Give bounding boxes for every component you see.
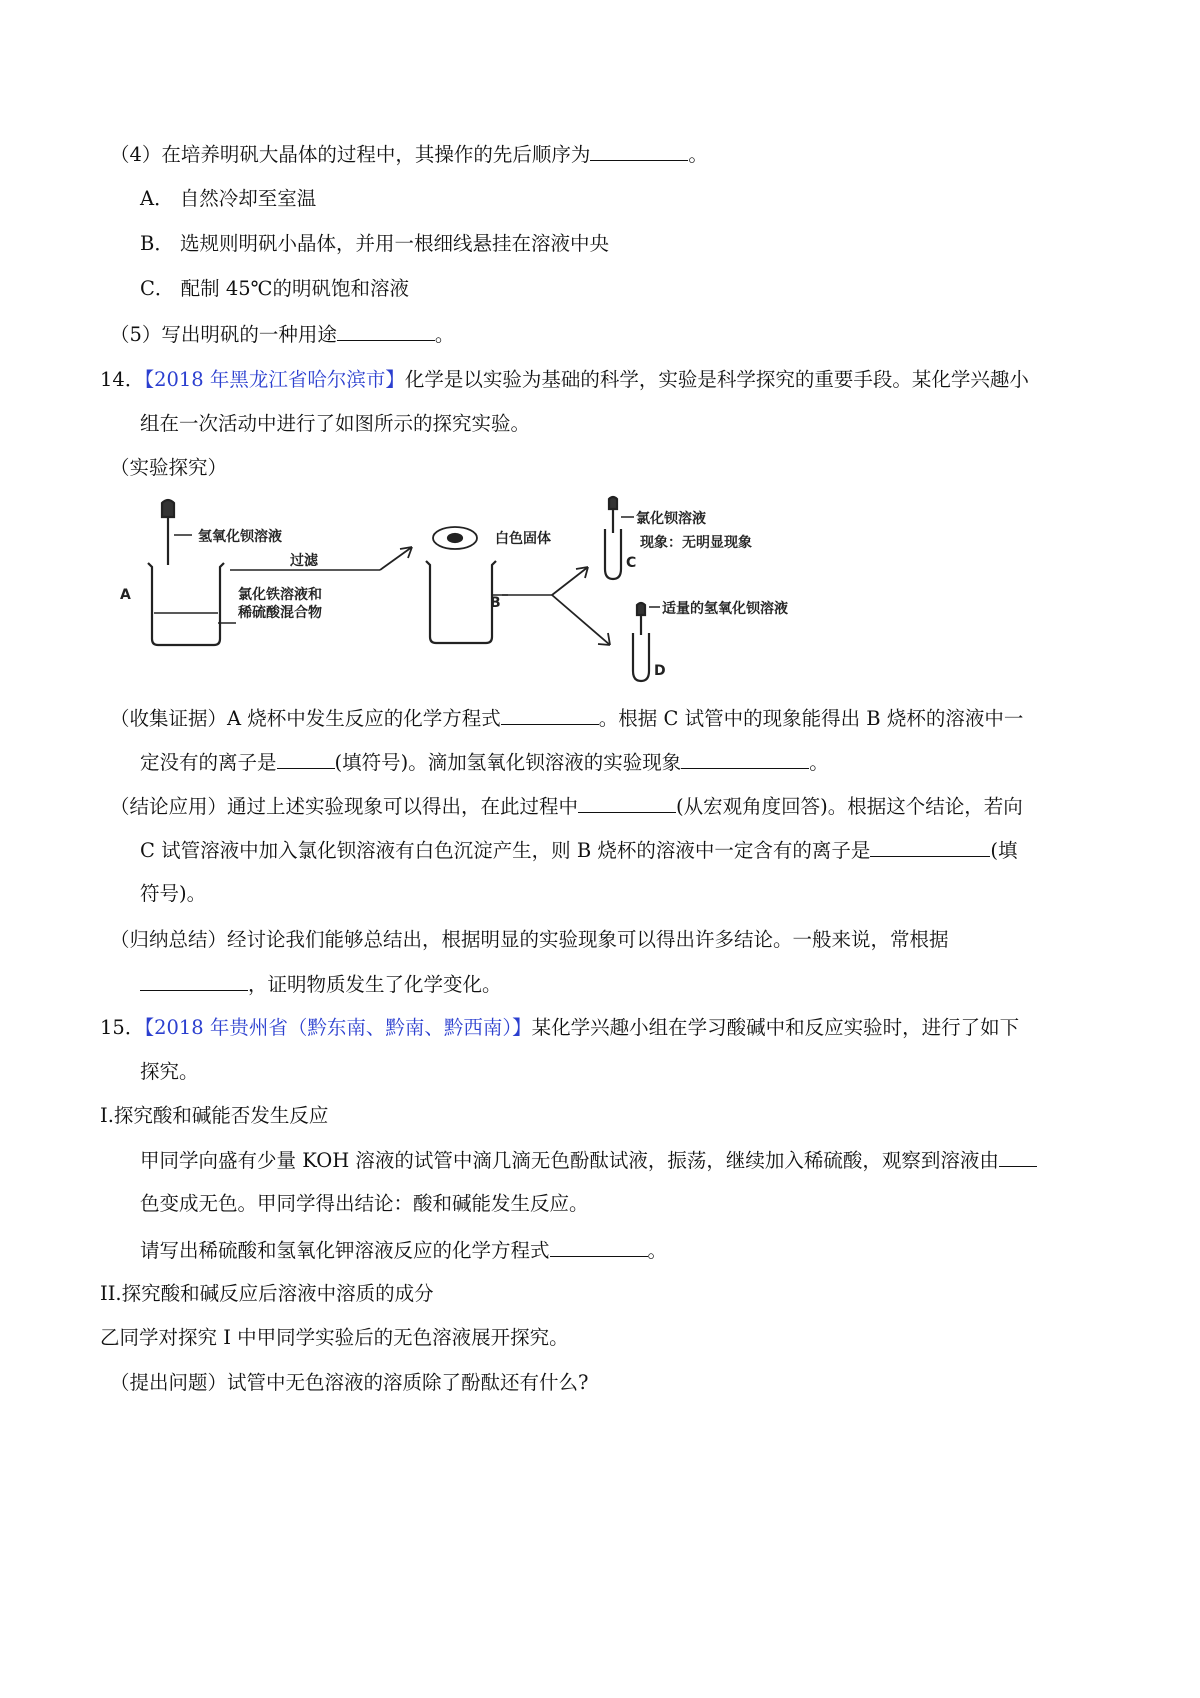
q13-option-a: A． 自然冷却至室温 <box>140 187 317 210</box>
q14-section-label: （实验探究） <box>110 456 228 479</box>
q13-part5-end: 。 <box>434 323 455 346</box>
label-a: A <box>120 587 131 603</box>
evidence-line1 <box>110 706 1023 731</box>
test-tube-c <box>605 529 621 579</box>
q13-part4 <box>110 142 708 167</box>
phenomenon-c: 现象：无明显现象 <box>640 535 752 551</box>
q13-part4-text: （4）在培养明矾大晶体的过程中，其操作的先后顺序为 <box>110 143 591 166</box>
part2-title: II.探究酸和碱反应后溶液中溶质的成分 <box>100 1282 434 1305</box>
filter-label: 过滤 <box>290 553 318 569</box>
conclusion-text-2: (从宏观角度回答)。根据这个结论，若向 <box>676 795 1023 818</box>
q13-option-b: B． 选规则明矾小晶体，并用一根细线悬挂在溶液中央 <box>140 232 610 255</box>
arrow-to-d <box>552 595 610 645</box>
beaker-a <box>148 563 224 645</box>
q14-number: 14． <box>100 368 145 391</box>
answer-blank[interactable] <box>337 322 435 341</box>
summary-line1: （归纳总结）经讨论我们能够总结出，根据明显的实验现象可以得出许多结论。一般来说，常根据 <box>110 928 949 951</box>
part1-para1 <box>140 1148 1037 1173</box>
conclusion-text-1: （结论应用）通过上述实验现象可以得出，在此过程中 <box>110 795 579 818</box>
conclusion-line3: 符号)。 <box>140 882 207 905</box>
dropper-d-bulb <box>637 603 645 615</box>
part1-title: I.探究酸和碱能否发生反应 <box>100 1104 329 1127</box>
q15-heading <box>100 1016 1019 1040</box>
answer-blank[interactable] <box>277 750 335 769</box>
test-tube-d <box>633 633 649 681</box>
beaker-b <box>426 561 496 643</box>
evidence-text-4: (填符号)。滴加氢氧化钡溶液的实验现象 <box>334 751 682 774</box>
conclusion-line2 <box>140 838 1017 863</box>
arrow-to-c <box>552 567 588 595</box>
mixture-line2: 稀硫酸混合物 <box>238 605 322 621</box>
evidence-text-2: 。根据 C 试管中的现象能得出 B 烧杯的溶液中一 <box>598 707 1024 730</box>
summary-line2 <box>140 972 502 997</box>
q15-line2: 探究。 <box>140 1060 199 1083</box>
q13-part5-text: （5）写出明矾的一种用途 <box>110 323 337 346</box>
white-solid <box>448 534 462 542</box>
evidence-text-1: （收集证据）A 烧杯中发生反应的化学方程式 <box>110 707 501 730</box>
q14-heading <box>100 368 1029 392</box>
experiment-diagram <box>110 495 845 685</box>
evidence-line2 <box>140 750 829 775</box>
part2-para1: 乙同学对探究 I 中甲同学实验后的无色溶液展开探究。 <box>100 1326 569 1349</box>
answer-blank[interactable] <box>550 1238 648 1257</box>
reagent-top: 氢氧化钡溶液 <box>198 529 282 545</box>
conclusion-text-4: (填 <box>990 839 1018 862</box>
label-c: C <box>626 555 637 571</box>
solid-label: 白色固体 <box>495 531 551 547</box>
evidence-text-5: 。 <box>809 751 829 774</box>
answer-blank[interactable] <box>578 794 676 813</box>
q13-part5 <box>110 322 454 347</box>
q14-line2: 组在一次活动中进行了如图所示的探究实验。 <box>140 412 531 435</box>
q14-line1: 化学是以实验为基础的科学，实验是科学探究的重要手段。某化学兴趣小 <box>404 368 1029 391</box>
dropper-c-bulb <box>609 497 617 509</box>
arrow-to-solid <box>380 547 412 570</box>
part1-para2: 色变成无色。甲同学得出结论：酸和碱能发生反应。 <box>140 1192 589 1215</box>
q13-part4-end: 。 <box>688 143 708 166</box>
dropper-a-bulb <box>162 500 174 517</box>
question-label: （提出问题）试管中无色溶液的溶质除了酚酞还有什么? <box>110 1371 589 1394</box>
part1-para3 <box>140 1238 667 1263</box>
label-b: B <box>490 595 501 611</box>
part1-text-3: 请写出稀硫酸和氢氧化钾溶液反应的化学方程式 <box>140 1239 550 1262</box>
answer-blank[interactable] <box>590 142 688 161</box>
answer-blank[interactable] <box>870 838 990 857</box>
part1-text-1: 甲同学向盛有少量 KOH 溶液的试管中滴几滴无色酚酞试液，振荡，继续加入稀硫酸，观察到溶液由 <box>140 1149 999 1172</box>
evidence-text-3: 定没有的离子是 <box>140 751 277 774</box>
q15-line1: 某化学兴趣小组在学习酸碱中和反应实验时，进行了如下 <box>531 1016 1020 1039</box>
mixture-line1: 氯化铁溶液和 <box>238 587 322 603</box>
q13-option-c: C． 配制 45℃的明矾饱和溶液 <box>140 277 409 300</box>
answer-blank[interactable] <box>681 750 809 769</box>
answer-blank[interactable] <box>140 972 248 991</box>
conclusion-line1 <box>110 794 1023 819</box>
conclusion-text-3: C 试管溶液中加入氯化钡溶液有白色沉淀产生，则 B 烧杯的溶液中一定含有的离子是 <box>140 839 871 862</box>
answer-blank[interactable] <box>501 706 599 725</box>
reagent-c: 氯化钡溶液 <box>636 511 706 527</box>
reagent-d: 适量的氢氧化钡溶液 <box>662 601 788 617</box>
q14-source: 【2018 年黑龙江省哈尔滨市】 <box>144 368 405 391</box>
q15-source: 【2018 年贵州省（黔东南、黔南、黔西南）】 <box>144 1016 532 1039</box>
part1-text-4: 。 <box>647 1239 668 1262</box>
summary-text: ，证明物质发生了化学变化。 <box>248 973 502 996</box>
answer-blank[interactable] <box>999 1148 1037 1167</box>
q15-number: 15． <box>100 1016 145 1039</box>
label-d: D <box>654 663 666 679</box>
